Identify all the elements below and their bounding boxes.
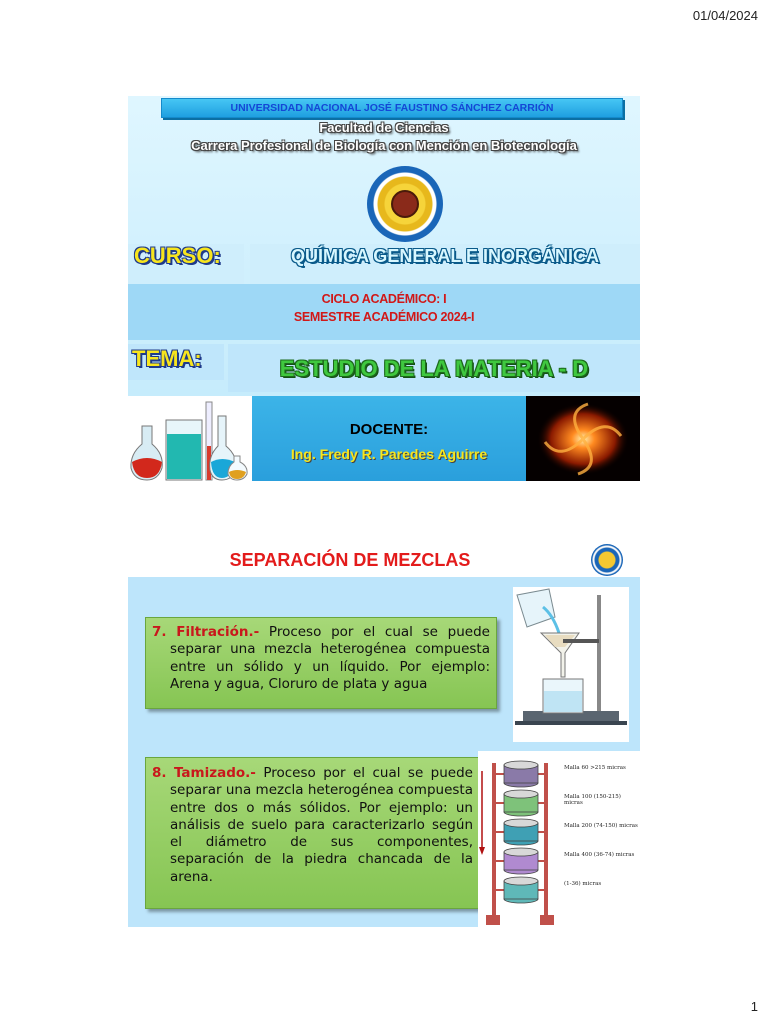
- semestre-text: SEMESTRE ACADÉMICO 2024-I: [293, 310, 475, 324]
- docente-box: [252, 396, 526, 481]
- sieve-ring: [492, 790, 548, 816]
- ciclo-text: CICLO ACADÉMICO: I: [321, 292, 447, 306]
- sieve-label: Malla 60 >215 micras: [564, 765, 626, 771]
- sieve-label: Malla 400 (36-74) micras: [564, 852, 635, 858]
- item-description: Proceso por el cual se puede separar una mezcla heterogénea compuesta entre dos o más sólidos. Por ejemplo: un análisis de suelo para caracterizarlo según el diámetro de sus componentes, separación de la piedra chancada de la arena.: [170, 765, 473, 885]
- item-term: Tamizado.-: [173, 765, 256, 781]
- course-title: QUÍMICA GENERAL E INORGÁNICA: [290, 246, 599, 266]
- sieve-label: Malla 100 (150-215) micras: [564, 794, 621, 806]
- filtration-apparatus-image: [513, 587, 629, 742]
- page-number: 1: [750, 999, 758, 1014]
- filtration-box: [145, 617, 497, 709]
- curso-label: CURSO:: [134, 243, 221, 268]
- docente-label: DOCENTE:: [349, 421, 429, 438]
- sieve-ring: [492, 819, 548, 845]
- university-banner: UNIVERSIDAD NACIONAL JOSÉ FAUSTINO SÁNCHEZ CARRIÓN: [161, 98, 623, 118]
- item-number: 8.: [152, 765, 167, 781]
- tema-label: TEMA:: [132, 346, 202, 371]
- docente-name: Ing. Fredy R. Paredes Aguirre: [290, 446, 488, 462]
- lab-flasks-image: [128, 396, 252, 481]
- topic-title: ESTUDIO DE LA MATERIA - D: [279, 356, 589, 381]
- sieve-stack-image: [478, 751, 640, 927]
- item-term: Filtración.-: [176, 624, 260, 640]
- faculty-title: Facultad de Ciencias: [319, 120, 449, 135]
- sieve-ring: [492, 761, 548, 787]
- galaxy-image: [526, 396, 640, 481]
- sieve-label: (1-36) micras: [564, 881, 602, 887]
- slide-separation: [128, 543, 640, 927]
- sieving-box: [145, 757, 480, 909]
- slide-cover: [128, 96, 640, 481]
- item-description: Proceso por el cual se puede separar una mezcla heterogénea compuesta entre un sólido y un líquido. Por ejemplo: Arena y agua, Cloruro de plata y agua: [170, 624, 490, 692]
- sieve-ring: [492, 848, 548, 874]
- page-date: 01/04/2024: [692, 8, 758, 23]
- item-number: 7.: [152, 624, 167, 640]
- university-logo-icon: [573, 543, 638, 577]
- sieve-label: Malla 200 (74-150) micras: [564, 823, 638, 829]
- career-title: Carrera Profesional de Biología con Mención en Biotecnología: [191, 138, 577, 153]
- sieve-ring: [492, 877, 548, 903]
- slide-title: SEPARACIÓN DE MEZCLAS: [229, 550, 471, 570]
- university-seal-icon: [367, 166, 443, 242]
